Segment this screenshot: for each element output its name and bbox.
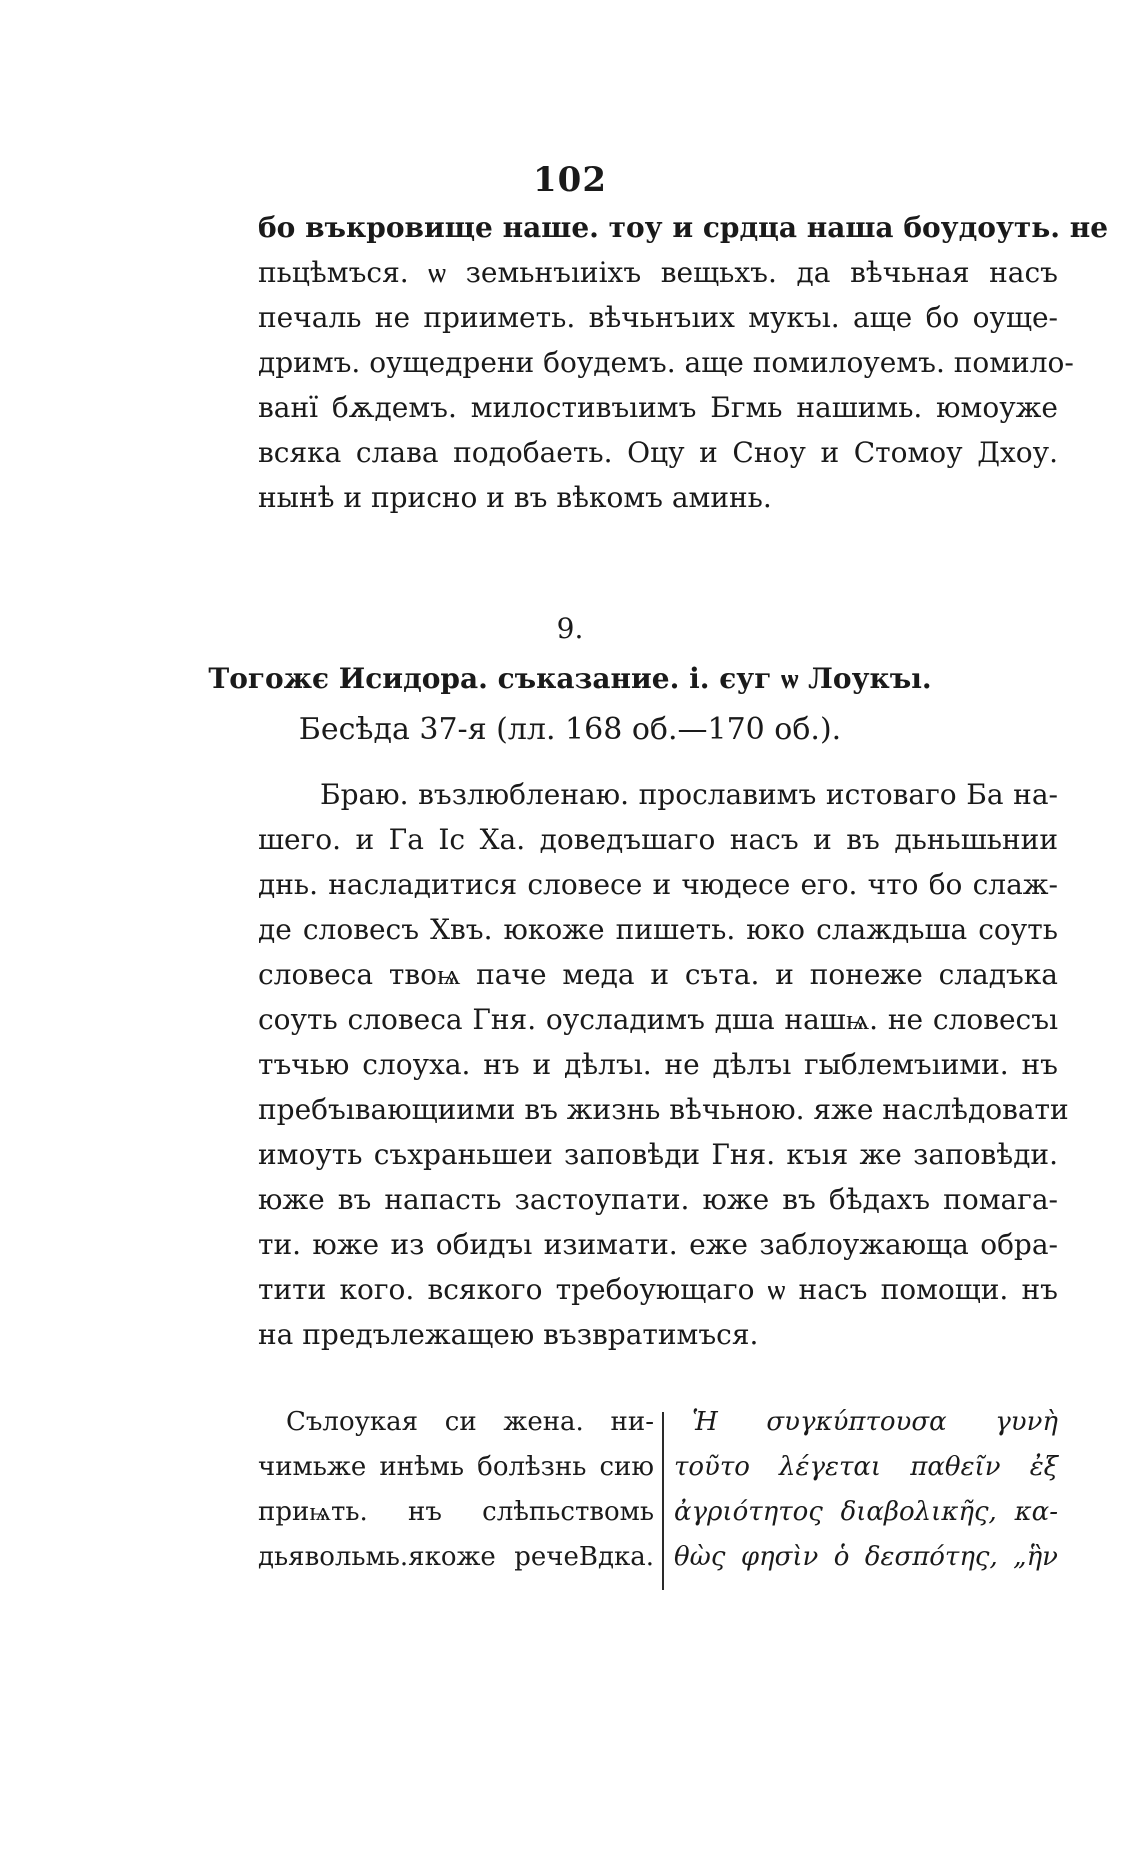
text-line: шего. и Га Іс Ха. доведъшаго насъ и въ дьньшьнии xyxy=(258,823,1058,856)
text-line: соуть словеса Гня. оусладимъ дша нашѩ. не словесъı xyxy=(258,1003,1058,1036)
text-line: печаль не прииметь. вѣчьнъıих мукъı. аще бо оуще- xyxy=(258,301,1058,334)
text-line: днь. насладитися словесе и чюдесе его. что бо слаж- xyxy=(258,868,1058,901)
section-number: 9. xyxy=(556,612,584,645)
text-line: тити кого. всякого требоующаго ѡ насъ помощи. нъ xyxy=(258,1273,1058,1306)
text-line: τοῦτο λέγεται παθεῖν ἐξ xyxy=(674,1452,1058,1482)
text-line: Браю. възлюбленаю. прославимъ истоваго Ба на- xyxy=(320,778,1058,811)
text-line: дьявольмь.якоже речеВдка. xyxy=(258,1542,654,1572)
text-line: дримъ. оущедрени боудемъ. аще помилоуемъ. помило- xyxy=(258,346,1074,379)
text-line: юже въ напасть застоупати. юже въ бѣдахъ помага- xyxy=(258,1183,1058,1216)
text-line: Сълоукая си жена. ни- xyxy=(286,1407,654,1437)
text-line: ти. юже из обидъı изимати. еже заблоужающа обра- xyxy=(258,1228,1058,1261)
text-line: всяка слава подобаеть. Оцу и Сноу и Стомоу Дхоу. xyxy=(258,436,1058,469)
text-line: чимьже инѣмь болѣзнь сию xyxy=(258,1452,654,1482)
section-subtitle: Бесѣда 37-я (лл. 168 об.—170 об.). xyxy=(298,712,842,747)
page-number: 102 xyxy=(533,160,607,200)
text-line: приѩть. нъ слѣпьствомь xyxy=(258,1497,654,1527)
section-title: Тогожє Исидора. съказание. і. єуг ѡ Лоукъı. xyxy=(208,662,932,695)
text-line: Ἡ συγκύπτουσα γυνὴ xyxy=(692,1407,1058,1437)
main-paragraph xyxy=(258,772,1069,1357)
text-line: на предълежащею възвратимъся. xyxy=(258,1318,759,1351)
text-line: бо въкровище наше. тоу и срдца наша боудоуть. не xyxy=(258,211,1109,244)
text-line: имоуть съхраньшеи заповѣди Гня. къıя же заповѣди. xyxy=(258,1138,1058,1171)
top-paragraph xyxy=(258,205,1109,520)
text-line: θὼς φησὶν ὁ δεσπότης, „ἣν xyxy=(674,1542,1058,1572)
text-line: нынѣ и присно и въ вѣкомъ аминь. xyxy=(258,481,772,514)
text-line: словеса твоѩ паче меда и съта. и понеже сладъка xyxy=(258,958,1058,991)
greek-column xyxy=(674,1400,1058,1580)
text-line: пьцѣмъся. ѡ земьнъıиіхъ вещьхъ. да вѣчьная насъ xyxy=(258,256,1058,289)
bilingual-columns xyxy=(258,1400,1058,1590)
slavonic-column xyxy=(258,1400,654,1580)
text-line: ἀγριότητος διαβολικῆς, κα- xyxy=(674,1497,1058,1527)
text-line: тъчью слоуха. нъ и дѣлъı. не дѣлъı гыблемъıими. нъ xyxy=(258,1048,1058,1081)
text-line: де словесъ Хвъ. юкоже пишеть. юко слаждьша соуть xyxy=(258,913,1058,946)
column-divider xyxy=(662,1412,664,1590)
text-line: пребъıвающиими въ жизнь вѣчьною. яже наслѣдовати xyxy=(258,1093,1069,1126)
text-line: ванї бѫдемъ. милостивъıимъ Бгмь нашимь. юмоуже xyxy=(258,391,1058,424)
